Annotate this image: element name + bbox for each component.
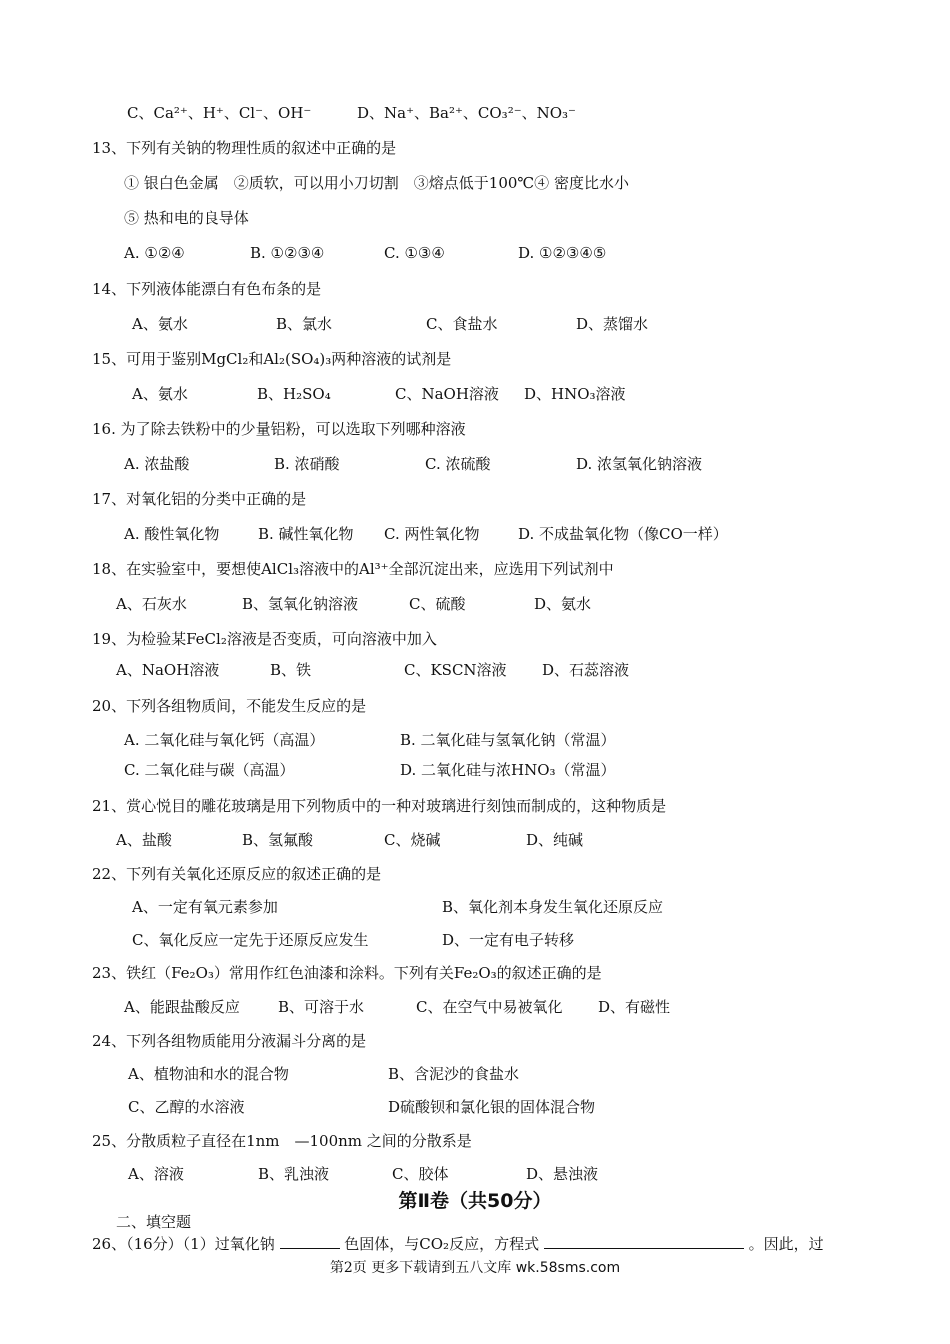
question-20-option-b: B. 二氧化硅与氢氧化钠（常温） <box>400 731 616 749</box>
question-26-line <box>92 1234 824 1254</box>
question-18-option-d: D、氨水 <box>534 595 592 613</box>
question-21-stem: 21、赏心悦目的雕花玻璃是用下列物质中的一种对玻璃进行刻蚀而制成的，这种物质是 <box>92 797 667 815</box>
question-15-option-c: C、NaOH溶液 <box>395 385 499 403</box>
question-15-option-b: B、H₂SO₄ <box>257 385 331 403</box>
section-subtitle: 二、填空题 <box>116 1213 192 1231</box>
question-20-option-a: A. 二氧化硅与氧化钙（高温） <box>124 731 325 749</box>
question-19-option-a: A、NaOH溶液 <box>116 661 220 679</box>
question-18-option-a: A、石灰水 <box>116 595 187 613</box>
question-17-option-b: B. 碱性氧化物 <box>258 525 354 543</box>
question-24-option-a: A、植物油和水的混合物 <box>128 1065 289 1083</box>
question-14-stem: 14、下列液体能漂白有色布条的是 <box>92 280 322 298</box>
question-26-part3: 。因此，过 <box>748 1235 824 1253</box>
question-23-option-c: C、在空气中易被氧化 <box>416 998 563 1016</box>
question-18-option-b: B、氢氧化钠溶液 <box>242 595 359 613</box>
question-21-option-d: D、纯碱 <box>526 831 584 849</box>
question-20-option-c: C. 二氧化硅与碳（高温） <box>124 761 295 779</box>
question-24-stem: 24、下列各组物质能用分液漏斗分离的是 <box>92 1032 367 1050</box>
question-16-option-c: C. 浓硫酸 <box>425 455 491 473</box>
question-20-stem: 20、下列各组物质间，不能发生反应的是 <box>92 697 367 715</box>
question-25-option-a: A、溶液 <box>128 1165 184 1183</box>
question-13-statements-cont: ⑤ 热和电的良导体 <box>124 209 249 227</box>
question-19-option-b: B、铁 <box>270 661 312 679</box>
page-footer <box>0 1257 950 1277</box>
question-17-option-a: A. 酸性氧化物 <box>124 525 220 543</box>
question-25-option-c: C、胶体 <box>392 1165 449 1183</box>
question-15-stem: 15、可用于鉴别MgCl₂和Al₂(SO₄)₃两种溶液的试剂是 <box>92 350 452 368</box>
question-22-option-d: D、一定有电子转移 <box>442 931 575 949</box>
question-16-option-d: D. 浓氢氧化钠溶液 <box>576 455 703 473</box>
question-23-stem: 23、铁红（Fe₂O₃）常用作红色油漆和涂料。下列有关Fe₂O₃的叙述正确的是 <box>92 964 602 982</box>
q12-option-c: C、Ca²⁺、H⁺、Cl⁻、OH⁻ <box>127 104 312 122</box>
question-24-option-d: D硫酸钡和氯化银的固体混合物 <box>388 1098 596 1116</box>
question-22-option-c: C、氧化反应一定先于还原反应发生 <box>132 931 369 949</box>
footer-site-link[interactable]: wk.58sms.com <box>515 1260 621 1276</box>
question-13-statements: ① 银白色金属 ②质软，可以用小刀切割 ③熔点低于100℃④ 密度比水小 <box>124 174 629 192</box>
q12-option-d: D、Na⁺、Ba²⁺、CO₃²⁻、NO₃⁻ <box>357 104 576 122</box>
question-21-option-b: B、氢氟酸 <box>242 831 314 849</box>
question-21-option-a: A、盐酸 <box>116 831 172 849</box>
question-14-option-d: D、蒸馏水 <box>576 315 649 333</box>
question-18-stem: 18、在实验室中，要想使AlCl₃溶液中的Al³⁺全部沉淀出来，应选用下列试剂中 <box>92 560 614 578</box>
question-14-option-c: C、食盐水 <box>426 315 498 333</box>
question-24-option-b: B、含泥沙的食盐水 <box>388 1065 520 1083</box>
question-13-option-c: C. ①③④ <box>384 244 445 262</box>
question-14-option-b: B、氯水 <box>276 315 333 333</box>
question-19-option-c: C、KSCN溶液 <box>404 661 507 679</box>
question-18-option-c: C、硫酸 <box>409 595 466 613</box>
question-16-option-a: A. 浓盐酸 <box>124 455 190 473</box>
question-15-option-a: A、氨水 <box>132 385 188 403</box>
footer-text: 第2页 更多下载请到五八文库 <box>329 1260 512 1276</box>
question-26-part2: 色固体，与CO₂反应，方程式 <box>344 1235 540 1253</box>
section-title: 第Ⅱ卷（共50分） <box>398 1190 552 1212</box>
question-13-stem: 13、下列有关钠的物理性质的叙述中正确的是 <box>92 139 397 157</box>
question-22-stem: 22、下列有关氧化还原反应的叙述正确的是 <box>92 865 382 883</box>
question-21-option-c: C、烧碱 <box>384 831 441 849</box>
question-19-option-d: D、石蕊溶液 <box>542 661 630 679</box>
question-26-part1: 26、（16分）（1）过氧化钠 <box>92 1235 275 1253</box>
question-25-stem: 25、分散质粒子直径在1nm —100nm 之间的分散系是 <box>92 1132 472 1150</box>
question-19-stem: 19、为检验某FeCl₂溶液是否变质，可向溶液中加入 <box>92 630 437 648</box>
question-25-option-b: B、乳浊液 <box>258 1165 330 1183</box>
question-16-stem: 16. 为了除去铁粉中的少量铝粉，可以选取下列哪种溶液 <box>92 420 466 438</box>
question-16-option-b: B. 浓硝酸 <box>274 455 340 473</box>
question-17-option-c: C. 两性氧化物 <box>384 525 480 543</box>
question-20-option-d: D. 二氧化硅与浓HNO₃（常温） <box>400 761 616 779</box>
question-22-option-b: B、氧化剂本身发生氧化还原反应 <box>442 898 664 916</box>
question-14-option-a: A、氨水 <box>132 315 188 333</box>
question-24-option-c: C、乙醇的水溶液 <box>128 1098 245 1116</box>
question-23-option-a: A、能跟盐酸反应 <box>124 998 240 1016</box>
question-15-option-d: D、HNO₃溶液 <box>524 385 626 403</box>
question-17-stem: 17、对氧化铝的分类中正确的是 <box>92 490 307 508</box>
question-22-option-a: A、一定有氧元素参加 <box>132 898 278 916</box>
question-13-option-a: A. ①②④ <box>124 244 185 262</box>
answer-blank-color[interactable] <box>280 1234 340 1249</box>
answer-blank-equation[interactable] <box>544 1234 744 1249</box>
question-25-option-d: D、悬浊液 <box>526 1165 599 1183</box>
question-23-option-d: D、有磁性 <box>598 998 671 1016</box>
question-23-option-b: B、可溶于水 <box>278 998 365 1016</box>
question-13-option-b: B. ①②③④ <box>250 244 325 262</box>
question-13-option-d: D. ①②③④⑤ <box>518 244 607 262</box>
question-17-option-d: D. 不成盐氧化物（像CO一样） <box>518 525 728 543</box>
